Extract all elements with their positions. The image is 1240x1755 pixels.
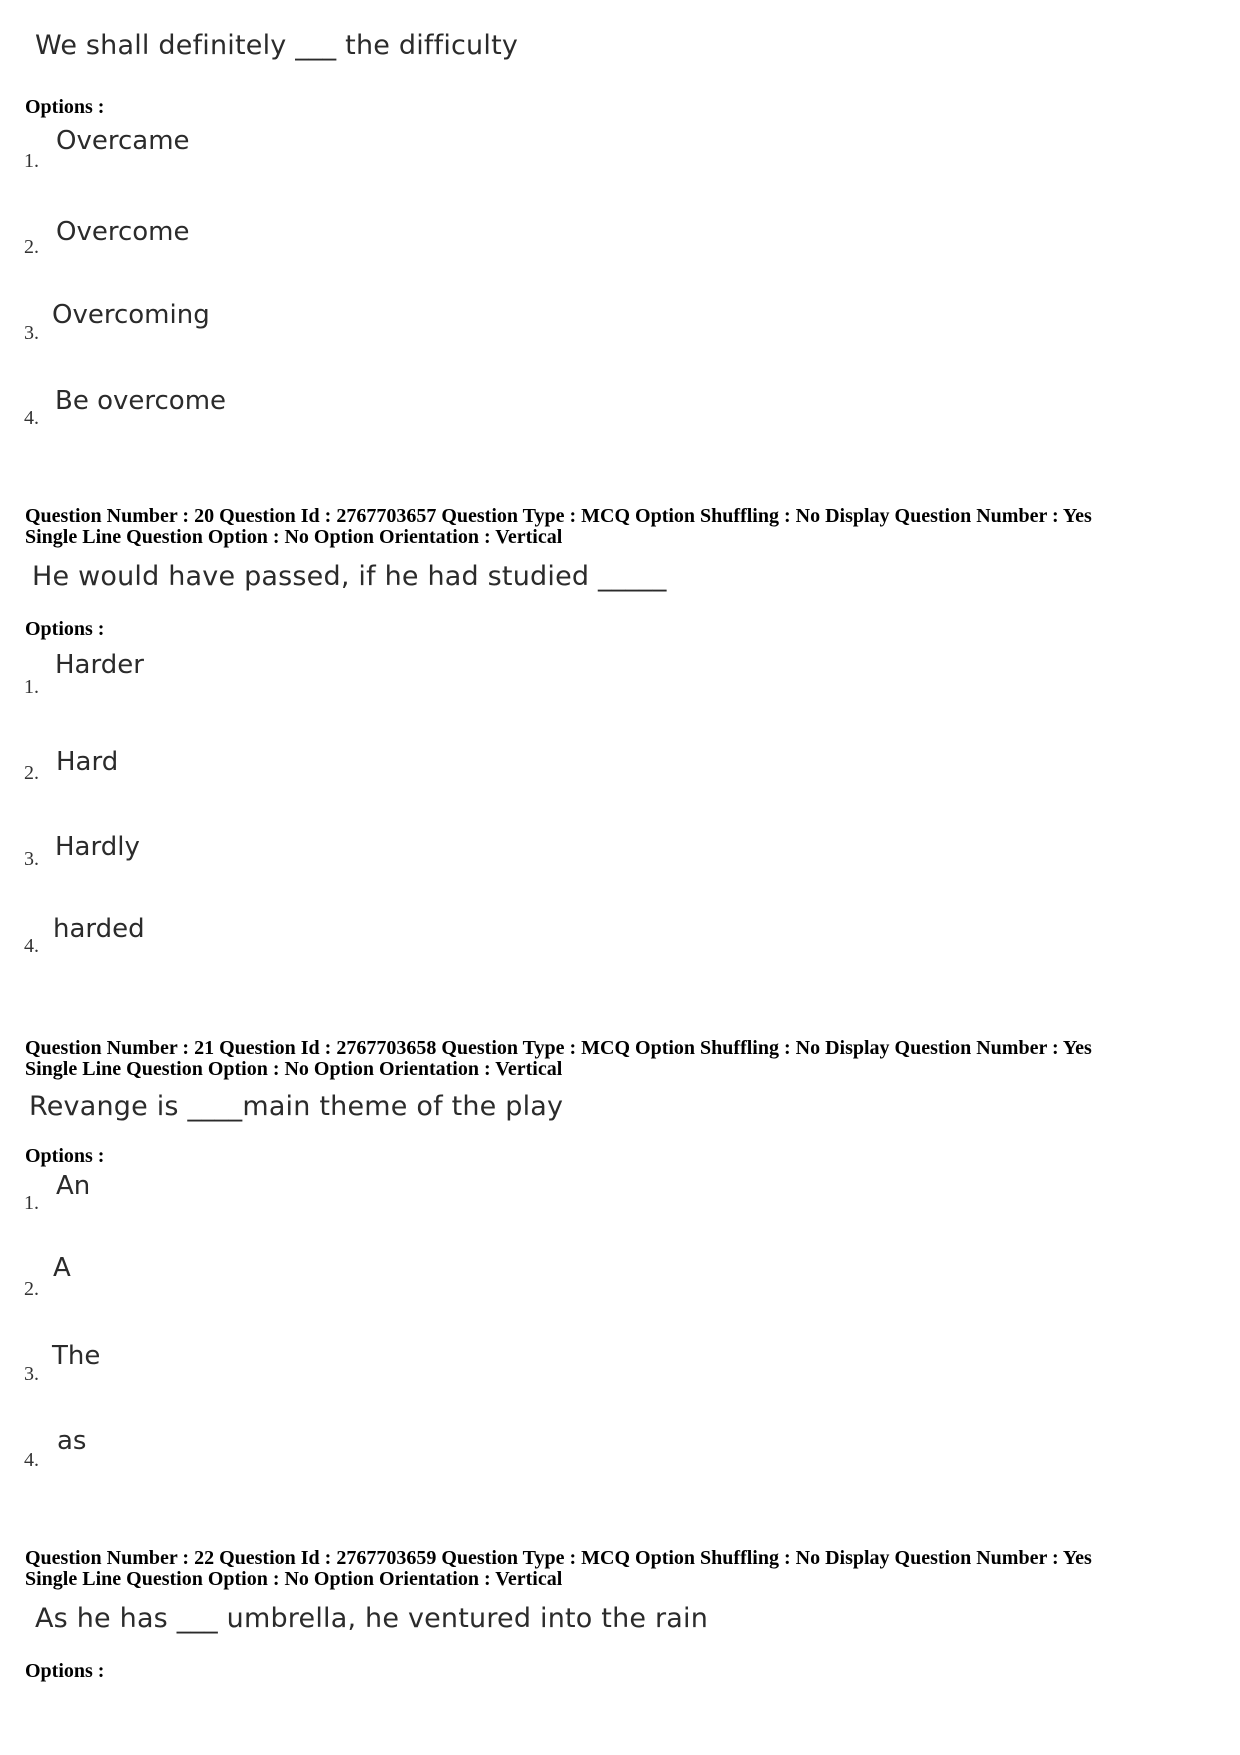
question-19-prompt: We shall definitely ___ the difficulty [35, 30, 519, 61]
question-21-prompt: Revange is ____main theme of the play [29, 1091, 564, 1122]
options-label: Options : [25, 1660, 105, 1682]
option-text: Harder [55, 650, 144, 680]
option-number: 2. [24, 762, 39, 784]
options-label: Options : [25, 96, 105, 118]
option-text: A [53, 1253, 71, 1283]
question-21-meta: Question Number : 21 Question Id : 2767703658 Question Type : MCQ Option Shuffling : No Display Question Number : Yes Single Line Question Option : No Option Orientation : Vertical [25, 1037, 1092, 1080]
answer-blank: ____ [187, 1091, 243, 1122]
answer-blank: _____ [598, 561, 667, 592]
option-number: 2. [24, 236, 39, 258]
option-text: Overcame [56, 126, 190, 156]
answer-blank: ___ [295, 30, 337, 61]
option-text: The [52, 1341, 101, 1371]
option-number: 4. [24, 407, 39, 429]
option-number: 3. [24, 848, 39, 870]
option-number: 3. [24, 322, 39, 344]
option-number: 1. [24, 150, 39, 172]
option-number: 4. [24, 1449, 39, 1471]
option-text: Hardly [55, 832, 140, 862]
option-text: An [56, 1171, 91, 1201]
question-22-prompt: As he has ___ umbrella, he ventured into the rain [35, 1603, 709, 1634]
option-number: 1. [24, 676, 39, 698]
option-text: Overcome [56, 217, 190, 247]
option-text: as [57, 1426, 87, 1456]
options-label: Options : [25, 618, 105, 640]
question-20-meta: Question Number : 20 Question Id : 2767703657 Question Type : MCQ Option Shuffling : No Display Question Number : Yes Single Line Question Option : No Option Orientation : Vertical [25, 505, 1092, 548]
question-22-meta: Question Number : 22 Question Id : 2767703659 Question Type : MCQ Option Shuffling : No Display Question Number : Yes Single Line Question Option : No Option Orientation : Vertical [25, 1547, 1092, 1590]
option-number: 2. [24, 1278, 39, 1300]
option-text: Hard [56, 747, 119, 777]
option-text: Overcoming [52, 300, 210, 330]
option-number: 3. [24, 1363, 39, 1385]
question-20-prompt: He would have passed, if he had studied _____ [32, 561, 667, 592]
option-text: harded [53, 914, 145, 944]
option-number: 4. [24, 935, 39, 957]
option-text: Be overcome [55, 386, 227, 416]
options-label: Options : [25, 1145, 105, 1167]
answer-blank: ___ [176, 1603, 218, 1634]
option-number: 1. [24, 1192, 39, 1214]
